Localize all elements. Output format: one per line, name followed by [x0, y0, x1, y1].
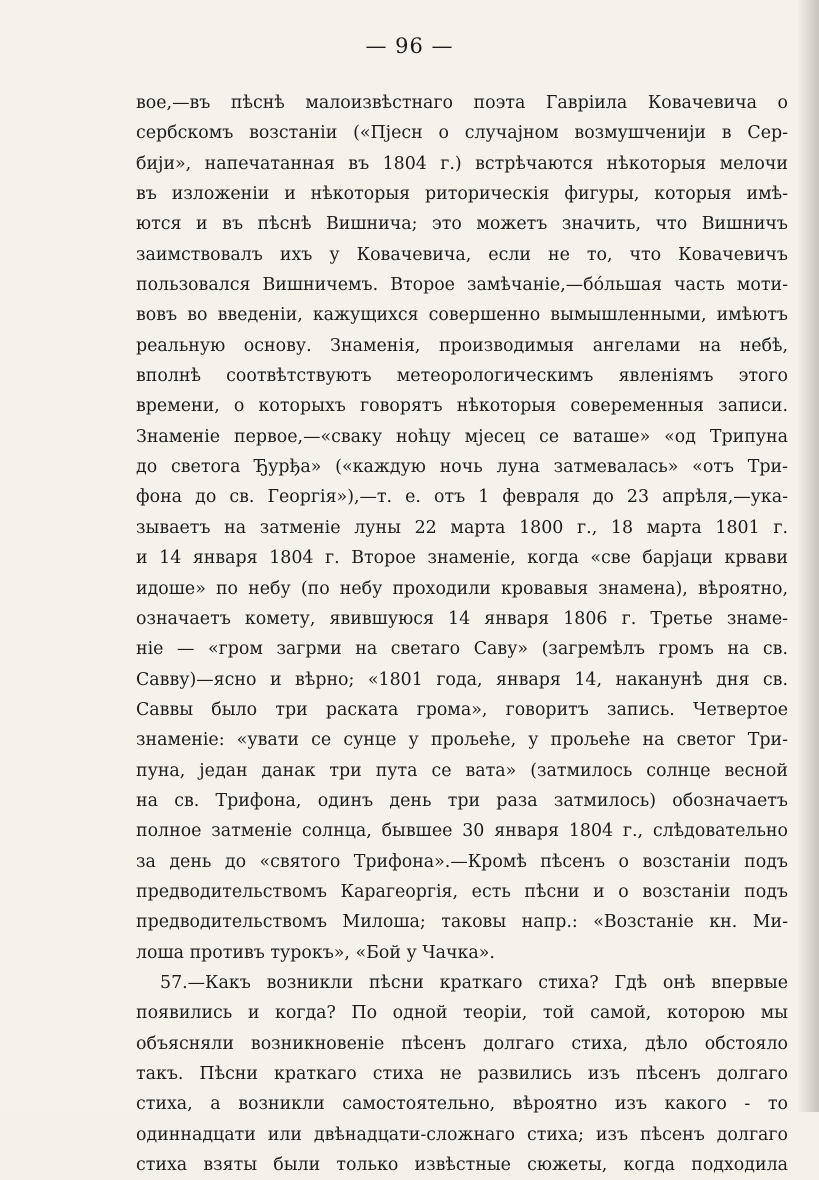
- text-line: одиннадцати или двѣнадцати-сложнаго стиха; изъ пѣсенъ долгаго: [136, 1124, 788, 1145]
- text-line: Савву)—ясно и вѣрно; «1801 года, января 14, наканунѣ дня св.: [136, 669, 788, 690]
- page-edge-shadow: [797, 0, 819, 1112]
- paragraph-end-line: лоша противъ турокъ», «Бой у Чачка».: [136, 942, 495, 963]
- text-line: вовъ во введеніи, кажущихся совершенно вымышленными, имѣютъ: [136, 305, 788, 326]
- text-line: въ изложеніи и нѣкоторыя риторическія фигуры, которыя имѣ-: [136, 184, 788, 205]
- text-line: Знаменіе первое,—«сваку ноћцу мјесец се ваташе» «од Трипуна: [136, 426, 788, 447]
- text-line: реальную основу. Знаменія, производимыя ангелами на небѣ,: [136, 335, 788, 356]
- text-line: Саввы было три раската грома», говоритъ запись. Четвертое: [136, 699, 788, 720]
- text-line: заимствовалъ ихъ у Ковачевича, если не то, что Ковачевичъ: [136, 244, 788, 265]
- section-start-line: 57.—Какъ возникли пѣсни краткаго стиха? Гдѣ онѣ впервые: [160, 972, 788, 993]
- text-line: появились и когда? По одной теоріи, той самой, которою мы: [136, 1003, 788, 1024]
- page-number: — 96 —: [365, 34, 454, 58]
- text-line: и 14 января 1804 г. Второе знаменіе, когда «све барјаци крвави: [136, 548, 788, 569]
- text-line: времени, о которыхъ говорятъ нѣкоторыя совеременныя записи.: [136, 396, 788, 417]
- text-line: ются и въ пѣснѣ Вишнича; это можетъ значить, что Вишничъ: [136, 214, 788, 235]
- text-line: пользовался Вишничемъ. Второе замѣчаніе,—бóльшая часть моти-: [136, 275, 788, 296]
- text-line: предводительствомъ Милоша; таковы напр.: «Возстаніе кн. Ми-: [136, 912, 788, 933]
- text-line: за день до «святого Трифона».—Кромѣ пѣсенъ о возстаніи подъ: [136, 851, 788, 872]
- text-line: на св. Трифона, одинъ день три раза затмилось) обозначаетъ: [136, 790, 788, 811]
- text-line: стиха, а возникли самостоятельно, вѣроятно изъ какого - то: [136, 1094, 788, 1115]
- text-line: полное затменіе солнца, бывшее 30 января 1804 г., слѣдовательно: [136, 821, 788, 842]
- text-line: пуна, један данак три пута се вата» (затмилось солнце весной: [136, 760, 788, 781]
- text-line: объясняли возникновеніе пѣсенъ долгаго стиха, дѣло обстояло: [136, 1033, 788, 1054]
- text-line: бији», напечатанная въ 1804 г.) встрѣчаются нѣкоторыя мелочи: [136, 153, 788, 174]
- text-line: сербскомъ возстаніи («Пјесн о случајном возмушченији в Сер-: [136, 123, 788, 144]
- text-line: вое,—въ пѣснѣ малоизвѣстнаго поэта Гавріила Ковачевича о: [136, 93, 788, 113]
- text-line: ніе — «гром загрми на светаго Саву» (загремѣлъ громъ на св.: [136, 639, 788, 660]
- text-line: стиха взяты были только извѣстные сюжеты, когда подходила: [136, 1155, 788, 1176]
- text-line: фона до св. Георгія»),—т. е. отъ 1 февраля до 23 апрѣля,—ука-: [136, 487, 788, 508]
- text-line: означаетъ комету, явившуюся 14 января 1806 г. Третье знаме-: [136, 608, 788, 629]
- text-line: предводительствомъ Карагеоргія, есть пѣсни и о возстаніи подъ: [136, 881, 788, 902]
- text-line: вполнѣ соотвѣтствуютъ метеорологическимъ явленіямъ этого: [136, 366, 788, 387]
- text-line: такъ. Пѣсни краткаго стиха не развились изъ пѣсенъ долгаго: [136, 1064, 788, 1084]
- text-line: до светога Ђурђа» («каждую ночь луна затмевалась» «отъ Три-: [136, 457, 788, 478]
- text-line: зываетъ на затменіе луны 22 марта 1800 г., 18 марта 1801 г.: [136, 517, 788, 538]
- text-line: знаменіе: «увати се сунце у прољеће, у прољеће на светог Три-: [136, 730, 788, 751]
- text-line: идоше» по небу (по небу проходили кровавыя знамена), вѣроятно,: [136, 578, 788, 599]
- body-text: [136, 88, 788, 1180]
